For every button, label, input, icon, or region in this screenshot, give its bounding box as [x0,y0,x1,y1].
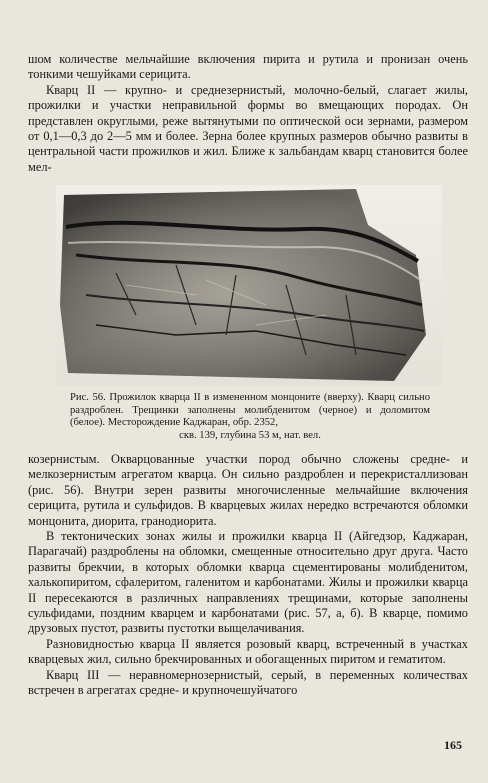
caption-text-last-line: скв. 139, глубина 53 м, нат. вел. [179,429,321,441]
paragraph: шом количестве мельчайшие включения пирита и рутила и пронизан очень тонкими чешуйками серицита. [28,52,468,82]
paragraph: Разновидностью кварца II является розовый кварц, встреченный в участках кварцевых жил, сильно брекчированных и обогащенных пиритом и гематитом. [28,636,468,667]
paragraph: Кварц II — крупно- и среднезернистый, молочно-белый, слагает жилы, прожилки и участки неправильной формы во вмещающих породах. Он представлен округлыми, реже вытянутыми по оптической оси зернами, размером от 0,1—0,3 до 2—5 мм и более. Зерна более крупных размеров обычно развиты в центральной части прожилков и жил. Ближе к зальбандам кварц становится более мел- [28,82,468,174]
paragraph: Кварц III — неравномернозернистый, серый, в переменных количествах встречен в агрегатах средне- и крупночешуйчатого [28,667,468,698]
paragraph: В тектонических зонах жилы и прожилки кварца II (Айгедзор, Каджаран, Парагачай) раздроблены на обломки, смещенные относительно друг друга. Часто развиты брекчии, в которых обломки кварца сцементированы молибденитом, халькопиритом, сфалеритом, галенитом и карбонатами. Жилы и прожилки кварца II пересекаются в различных направлениях трещинами, которые заполнены сульфидами, поздним кварцем и карбонатами (рис. 57, а, б). В кварце, помимо друзовых пустот, развиты пустотки выщелачивания. [28,529,468,636]
text-block-bottom [28,452,468,699]
caption-text: Рис. 56. Прожилок кварца II в измененном монцоните (вверху). Кварц сильно раздроблен. Трещинки заполнены молибденитом (черное) и доломитом (белое). Месторождение Каджаран, обр. 2352, [70,392,430,429]
text-block-top [28,52,468,175]
paragraph: козернистым. Окварцованные участки пород обычно сложены средне- и мелкозернистым агрегатом кварца. Он сильно раздроблен и перекристаллизован (рис. 56). Внутри зерен развиты многочисленные мельчайшие включения серицита, рутила и сульфидов. В кварцевых жилах нередко встречаются обломки монцонита, диорита, гранодиорита. [28,452,468,528]
figure-caption [70,392,430,442]
page-number: 165 [444,738,462,752]
rock-specimen-photo [56,185,442,385]
